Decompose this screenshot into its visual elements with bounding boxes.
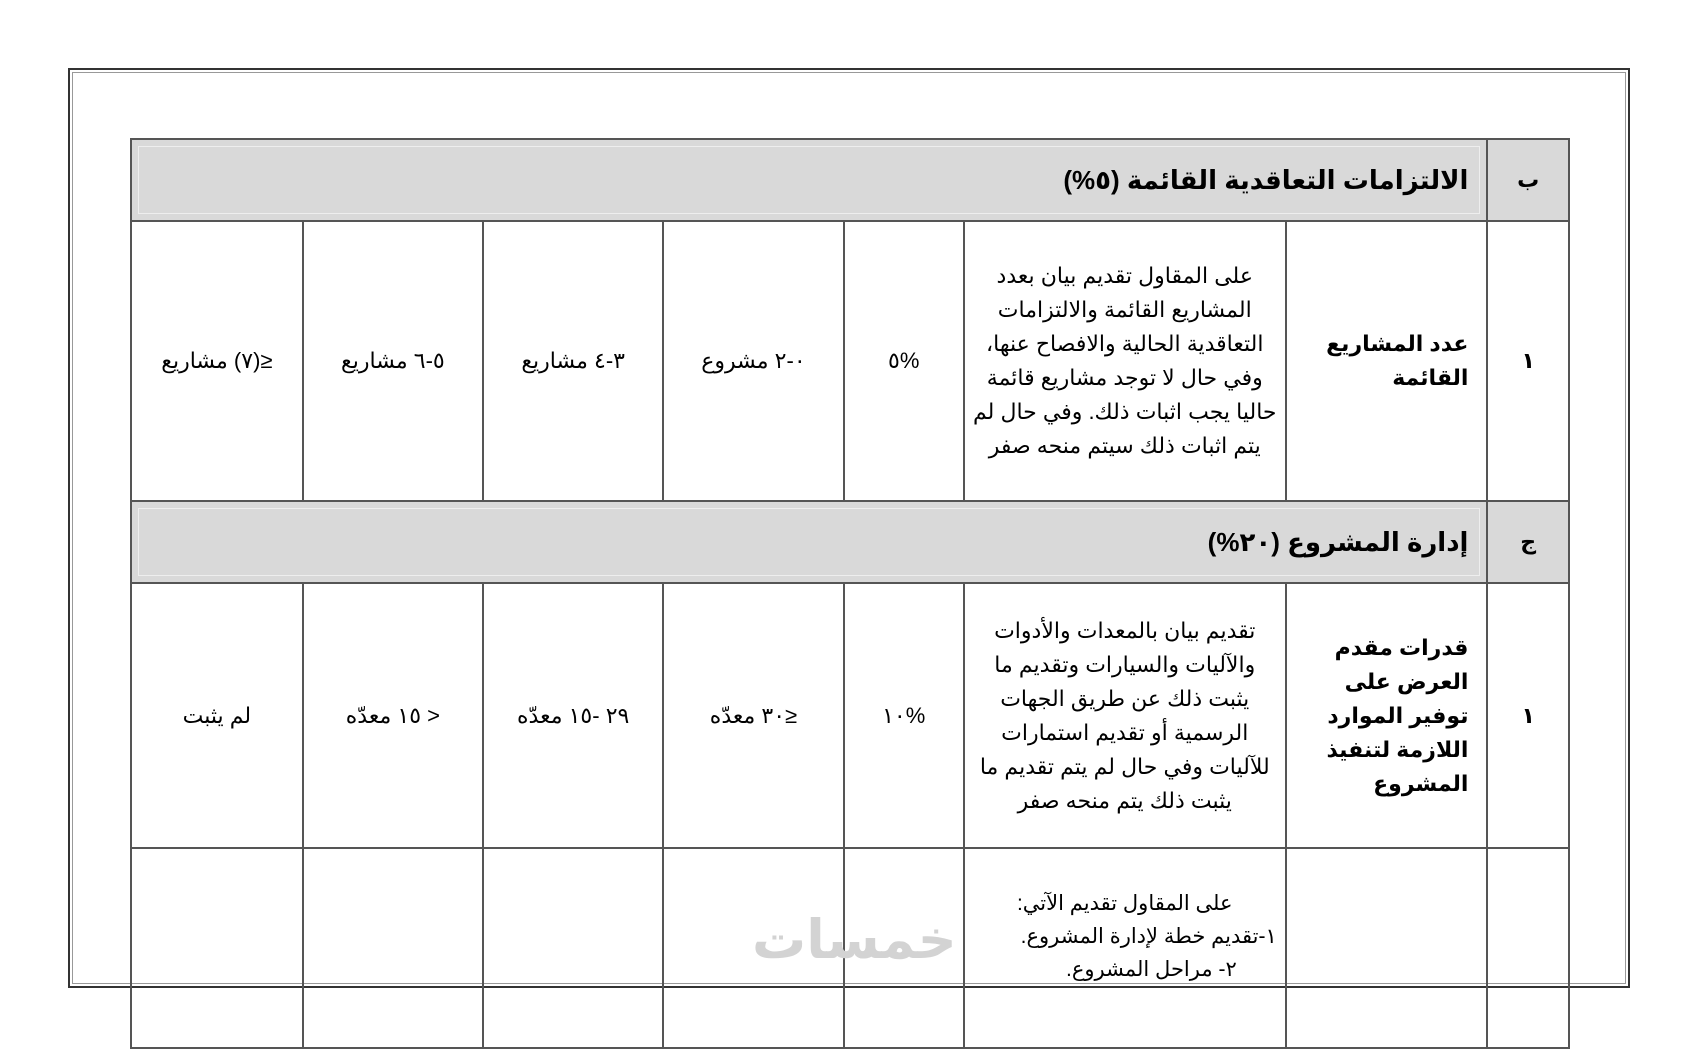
watermark-logo: خمسات — [752, 910, 957, 970]
level-cell: ٣-٤ مشاريع — [483, 221, 663, 501]
weight-cell: %١٠ — [844, 583, 964, 848]
criterion-description — [964, 848, 1286, 1048]
section-b-header — [131, 139, 1569, 221]
section-b-letter: ب — [1487, 139, 1569, 221]
criterion-label: عدد المشاريع القائمة — [1286, 221, 1488, 501]
level-cell — [303, 848, 483, 1048]
criterion-description: تقديم بيان بالمعدات والأدوات والآليات والسيارات وتقديم ما يثبت ذلك عن طريق الجهات الرسمية أو تقديم استمارات للآليات وفي حال لم يتم تقديم ما يثبت ذلك يتم منحه صفر — [964, 583, 1286, 848]
section-c-letter: ج — [1487, 501, 1569, 583]
row-number — [1487, 848, 1569, 1048]
criterion-label — [1286, 848, 1488, 1048]
weight-cell: %٥ — [844, 221, 964, 501]
table-row — [131, 583, 1569, 848]
level-cell — [483, 848, 663, 1048]
criterion-label: قدرات مقدم العرض على توفير الموارد اللازمة لتنفيذ المشروع — [1286, 583, 1488, 848]
level-cell: لم يثبت — [131, 583, 303, 848]
table-row — [131, 221, 1569, 501]
level-cell — [131, 848, 303, 1048]
section-c-title: إدارة المشروع (٢٠%) — [131, 501, 1487, 583]
level-cell: ٢٩ -١٥ معدّه — [483, 583, 663, 848]
level-cell: < ١٥ معدّه — [303, 583, 483, 848]
criterion-description: على المقاول تقديم بيان بعدد المشاريع القائمة والالتزامات التعاقدية الحالية والافصاح عنها، وفي حال لا توجد مشاريع قائمة حاليا يجب اثبات ذلك. وفي حال لم يتم اثبات ذلك سيتم منحه صفر — [964, 221, 1286, 501]
level-cell: ٠-٢ مشروع — [663, 221, 843, 501]
description-line: ٢- مراحل المشروع. — [1066, 958, 1237, 981]
description-line: على المقاول تقديم الآتي: — [1016, 892, 1233, 915]
level-cell: ≤(٧) مشاريع — [131, 221, 303, 501]
row-number: ١ — [1487, 583, 1569, 848]
description-line: ١-تقديم خطة لإدارة المشروع. — [1020, 925, 1277, 948]
section-b-title: الالتزامات التعاقدية القائمة (٥%) — [131, 139, 1487, 221]
row-number: ١ — [1487, 221, 1569, 501]
level-cell: ≤٣٠ معدّه — [663, 583, 843, 848]
level-cell: ٥-٦ مشاريع — [303, 221, 483, 501]
section-c-header — [131, 501, 1569, 583]
